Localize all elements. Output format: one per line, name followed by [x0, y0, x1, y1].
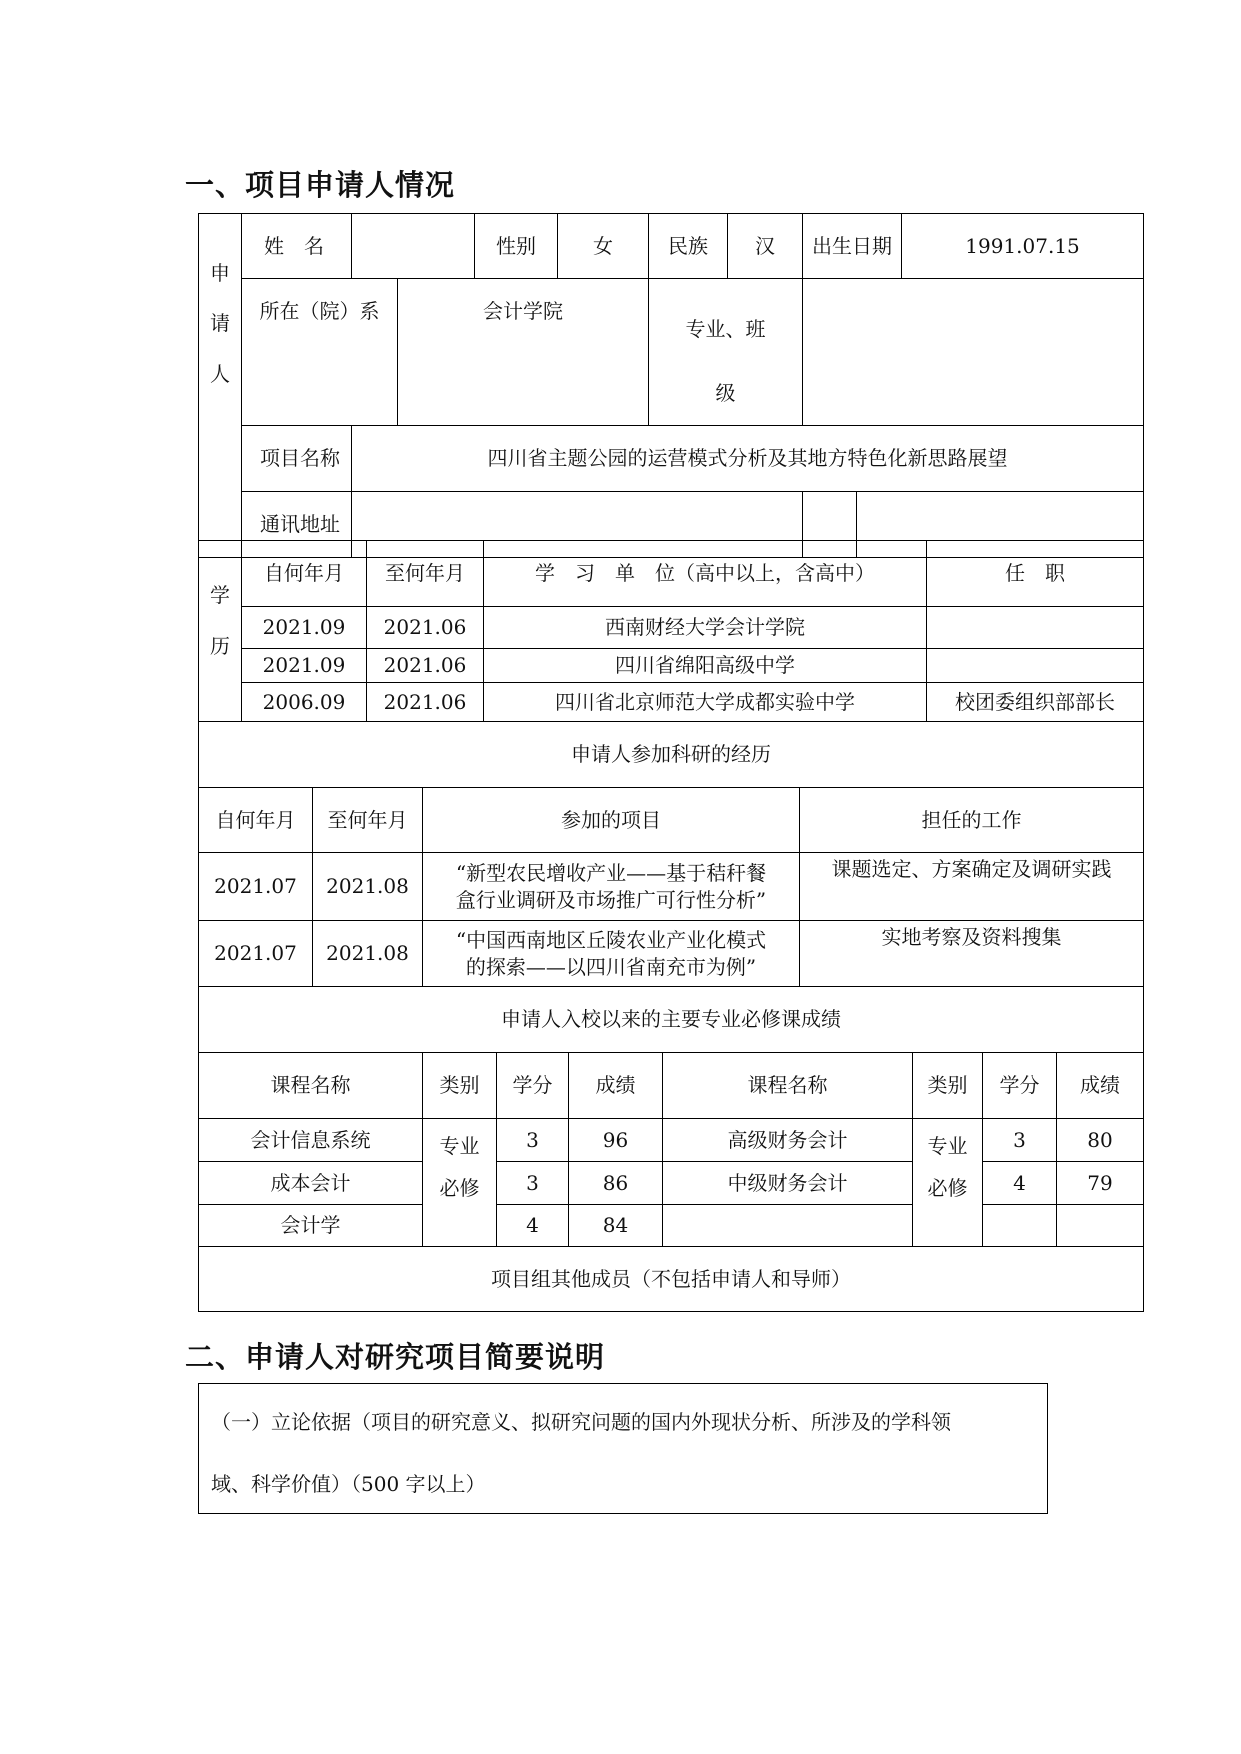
course-header: 学分	[497, 1053, 569, 1119]
course-category-line: 必修	[439, 1176, 480, 1200]
course-name: 成本会计	[199, 1162, 423, 1205]
major-label	[649, 279, 803, 426]
side-char: 人	[210, 361, 230, 386]
research-to: 2021.08	[313, 921, 423, 987]
dept-field[interactable]: 会计学院	[398, 279, 649, 426]
research-project-line: “新型农民增收产业——基于秸秆餐	[455, 860, 767, 885]
edu-unit: 四川省北京师范大学成都实验中学	[484, 683, 927, 722]
edu-from: 2006.09	[242, 683, 367, 722]
research-project-line: “中国西南地区丘陵农业产业化模式	[455, 927, 767, 952]
name-label: 姓 名	[242, 214, 352, 279]
research-project	[423, 921, 800, 987]
ethnicity-field[interactable]: 汉	[728, 214, 803, 279]
course-header: 课程名称	[199, 1053, 423, 1119]
research-work: 实地考察及资料搜集	[800, 921, 1144, 987]
ethnicity-label: 民族	[649, 214, 728, 279]
course-score: 84	[569, 1205, 663, 1247]
research-from: 2021.07	[199, 853, 313, 921]
edu-to: 2021.06	[367, 607, 484, 649]
edu-header: 任 职	[927, 541, 1144, 607]
course-name	[663, 1205, 913, 1247]
edu-role: 校团委组织部部长	[927, 683, 1144, 722]
edu-to: 2021.06	[367, 683, 484, 722]
major-field[interactable]	[803, 279, 1144, 426]
project-field[interactable]: 四川省主题公园的运营模式分析及其地方特色化新思路展望	[352, 426, 1144, 492]
courses-table	[198, 986, 1144, 1312]
course-score: 79	[1057, 1162, 1144, 1205]
side-char: 历	[210, 634, 230, 658]
research-to: 2021.08	[313, 853, 423, 921]
edu-header: 学 习 单 位（高中以上，含高中）	[484, 541, 927, 607]
course-score: 96	[569, 1119, 663, 1162]
course-header: 课程名称	[663, 1053, 913, 1119]
course-category-line: 专业	[439, 1134, 480, 1158]
research-work: 课题选定、方案确定及调研实践	[800, 853, 1144, 921]
course-credit: 3	[983, 1119, 1057, 1162]
major-label-line: 专业、班	[685, 317, 766, 341]
course-header: 成绩	[1057, 1053, 1144, 1119]
applicant-table	[198, 213, 1144, 558]
research-basis-line: 域、科学价值）（500 字以上）	[211, 1472, 486, 1496]
course-credit: 3	[497, 1162, 569, 1205]
research-table	[198, 721, 1144, 987]
education-table	[198, 540, 1144, 722]
research-basis-line: （一）立论依据（项目的研究意义、拟研究问题的国内外现状分析、所涉及的学科领	[211, 1410, 951, 1434]
course-category-line: 专业	[927, 1134, 968, 1158]
side-char: 学	[210, 583, 230, 607]
course-score: 86	[569, 1162, 663, 1205]
edu-unit: 四川省绵阳高级中学	[484, 649, 927, 683]
course-score: 80	[1057, 1119, 1144, 1162]
edu-role	[927, 607, 1144, 649]
gender-field[interactable]: 女	[558, 214, 649, 279]
research-header: 参加的项目	[423, 788, 800, 853]
course-name: 中级财务会计	[663, 1162, 913, 1205]
major-label-line: 级	[715, 381, 736, 405]
course-credit: 3	[497, 1119, 569, 1162]
course-header: 成绩	[569, 1053, 663, 1119]
courses-title: 申请人入校以来的主要专业必修课成绩	[199, 987, 1144, 1053]
birth-field[interactable]: 1991.07.15	[902, 214, 1144, 279]
research-from: 2021.07	[199, 921, 313, 987]
dept-label: 所在（院）系	[242, 279, 398, 426]
course-credit: 4	[983, 1162, 1057, 1205]
course-score	[1057, 1205, 1144, 1247]
course-category	[423, 1119, 497, 1247]
research-project-line: 盒行业调研及市场推广可行性分析”	[455, 887, 767, 912]
research-header: 担任的工作	[800, 788, 1144, 853]
address-label: 通讯地址	[242, 492, 352, 558]
edu-role	[927, 649, 1144, 683]
course-credit	[983, 1205, 1057, 1247]
research-title: 申请人参加科研的经历	[199, 722, 1144, 788]
course-name: 高级财务会计	[663, 1119, 913, 1162]
edu-header: 至何年月	[367, 541, 484, 607]
members-title: 项目组其他成员（不包括申请人和导师）	[199, 1247, 1144, 1312]
project-label: 项目名称	[242, 426, 352, 492]
research-header: 自何年月	[199, 788, 313, 853]
section-1-title: 一、项目申请人情况	[185, 168, 456, 202]
name-field[interactable]	[352, 214, 475, 279]
edu-header: 自何年月	[242, 541, 367, 607]
side-char: 申	[210, 260, 230, 285]
birth-label: 出生日期	[803, 214, 902, 279]
course-name: 会计学	[199, 1205, 423, 1247]
research-project-line: 的探索——以四川省南充市为例”	[465, 954, 757, 979]
edu-unit: 西南财经大学会计学院	[484, 607, 927, 649]
research-basis-box[interactable]	[198, 1383, 1048, 1514]
section-2-title: 二、申请人对研究项目简要说明	[185, 1340, 606, 1374]
course-category	[913, 1119, 983, 1247]
course-header: 学分	[983, 1053, 1057, 1119]
gender-label: 性别	[475, 214, 558, 279]
research-project	[423, 853, 800, 921]
applicant-side-label	[199, 214, 242, 558]
education-side-label	[199, 541, 242, 722]
research-header: 至何年月	[313, 788, 423, 853]
course-header: 类别	[913, 1053, 983, 1119]
edu-from: 2021.09	[242, 607, 367, 649]
edu-to: 2021.06	[367, 649, 484, 683]
course-header: 类别	[423, 1053, 497, 1119]
course-category-line: 必修	[927, 1176, 968, 1200]
side-char: 请	[210, 311, 230, 335]
edu-from: 2021.09	[242, 649, 367, 683]
course-name: 会计信息系统	[199, 1119, 423, 1162]
course-credit: 4	[497, 1205, 569, 1247]
